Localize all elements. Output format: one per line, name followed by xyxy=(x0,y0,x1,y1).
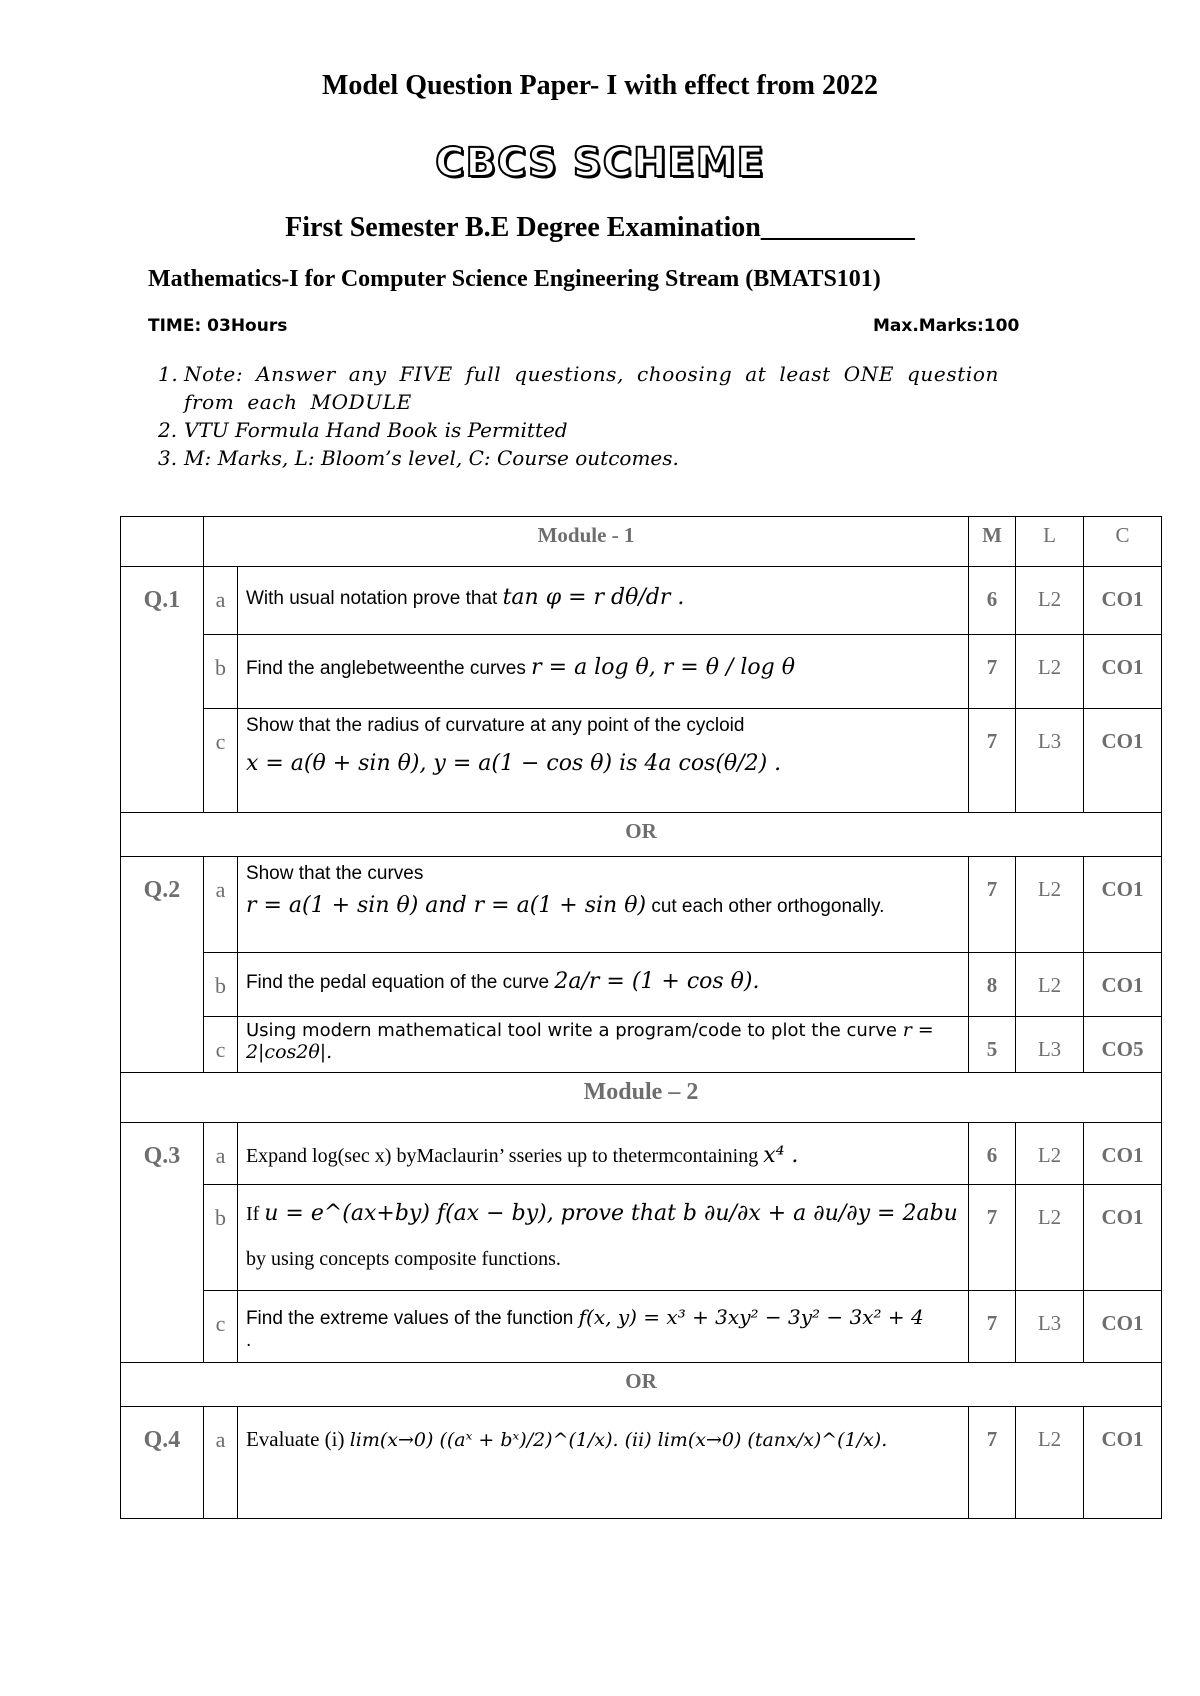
marks: 7 xyxy=(969,709,1016,813)
question-text: Evaluate (i) lim(x→0) ((aˣ + bˣ)/2)^(1/x). (ii) lim(x→0) (tanx/x)^(1/x). xyxy=(237,1407,968,1519)
question-number: Q.1 xyxy=(121,567,204,813)
blooms-level: L2 xyxy=(1016,953,1084,1017)
time-label: TIME: 03Hours xyxy=(148,316,288,336)
part-label: c xyxy=(203,1017,237,1073)
table-row xyxy=(121,1185,1162,1291)
table-row xyxy=(121,1017,1162,1073)
part-label: a xyxy=(203,1407,237,1519)
marks: 7 xyxy=(969,1407,1016,1519)
table-row xyxy=(121,857,1162,953)
blooms-level: L2 xyxy=(1016,567,1084,635)
question-text: Show that the curves r = a(1 + sin θ) and r = a(1 + sin θ) cut each other orthogonally. xyxy=(237,857,968,953)
course-outcome: CO1 xyxy=(1084,709,1162,813)
marks: 7 xyxy=(969,1291,1016,1363)
question-text: Find the extreme values of the function f(x, y) = x³ + 3xy² − 3y² − 3x² + 4 . xyxy=(237,1291,968,1363)
instructions xyxy=(158,360,1058,472)
course-outcome: CO5 xyxy=(1084,1017,1162,1073)
table-row xyxy=(121,1291,1162,1363)
blooms-level: L3 xyxy=(1016,1017,1084,1073)
module-2-row xyxy=(121,1073,1162,1123)
marks: 7 xyxy=(969,635,1016,709)
marks: 6 xyxy=(969,1123,1016,1185)
question-text: Using modern mathematical tool write a program/code to plot the curve r = 2|cos2θ|. xyxy=(237,1017,968,1073)
part-label: c xyxy=(203,1291,237,1363)
col-l-header: L xyxy=(1016,517,1084,567)
module-1-heading: Module - 1 xyxy=(203,517,968,567)
question-number: Q.3 xyxy=(121,1123,204,1363)
marks: 8 xyxy=(969,953,1016,1017)
header-row xyxy=(121,517,1162,567)
blooms-level: L2 xyxy=(1016,635,1084,709)
blooms-level: L2 xyxy=(1016,857,1084,953)
part-label: a xyxy=(203,1123,237,1185)
module-2-heading: Module – 2 xyxy=(121,1073,1162,1123)
course-outcome: CO1 xyxy=(1084,1185,1162,1291)
table-row xyxy=(121,635,1162,709)
part-label: c xyxy=(203,709,237,813)
question-text: Show that the radius of curvature at any point of the cycloid x = a(θ + sin θ), y = a(1 − cos θ) is 4a cos(θ/2) . xyxy=(237,709,968,813)
marks: 7 xyxy=(969,1185,1016,1291)
part-label: b xyxy=(203,635,237,709)
part-label: a xyxy=(203,857,237,953)
course-outcome: CO1 xyxy=(1084,857,1162,953)
max-marks-label: Max.Marks:100 xyxy=(873,316,1020,336)
blooms-level: L2 xyxy=(1016,1185,1084,1291)
blooms-level: L2 xyxy=(1016,1407,1084,1519)
table-row xyxy=(121,953,1162,1017)
question-text: If u = e^(ax+by) f(ax − by), prove that b ∂u/∂x + a ∂u/∂y = 2abu by using concepts composite functions. xyxy=(237,1185,968,1291)
question-table xyxy=(120,516,1162,1519)
table-row xyxy=(121,1407,1162,1519)
part-label: a xyxy=(203,567,237,635)
note-3: 3. M: Marks, L: Bloom’s level, C: Course outcomes. xyxy=(158,446,679,470)
course-outcome: CO1 xyxy=(1084,1407,1162,1519)
or-row: OR xyxy=(121,813,1162,857)
blooms-level: L2 xyxy=(1016,1123,1084,1185)
marks: 5 xyxy=(969,1017,1016,1073)
exam-title: First Semester B.E Degree Examination___________ xyxy=(285,212,915,243)
subject-title: Mathematics-I for Computer Science Engineering Stream (BMATS101) xyxy=(148,266,881,292)
col-m-header: M xyxy=(969,517,1016,567)
note-2: 2. VTU Formula Hand Book is Permitted xyxy=(158,418,568,442)
question-number: Q.2 xyxy=(121,857,204,1073)
question-number: Q.4 xyxy=(121,1407,204,1519)
paper-title: Model Question Paper- I with effect from 2022 xyxy=(322,70,878,101)
question-text: Find the anglebetweenthe curves r = a log θ, r = θ / log θ xyxy=(237,635,968,709)
part-label: b xyxy=(203,953,237,1017)
part-label: b xyxy=(203,1185,237,1291)
note-1: 1. Note: Answer any FIVE full questions, choosing at least ONE question from each MODULE xyxy=(158,362,999,414)
col-c-header: C xyxy=(1084,517,1162,567)
course-outcome: CO1 xyxy=(1084,635,1162,709)
course-outcome: CO1 xyxy=(1084,953,1162,1017)
or-row: OR xyxy=(121,1363,1162,1407)
scheme-logo: CBCS SCHEME xyxy=(435,140,765,186)
table-row xyxy=(121,567,1162,635)
table-row xyxy=(121,709,1162,813)
question-text: Expand log(sec x) byMaclaurin’ sseries up to thetermcontaining x⁴ . xyxy=(237,1123,968,1185)
marks: 6 xyxy=(969,567,1016,635)
question-text: With usual notation prove that tan φ = r dθ/dr . xyxy=(237,567,968,635)
course-outcome: CO1 xyxy=(1084,1291,1162,1363)
course-outcome: CO1 xyxy=(1084,1123,1162,1185)
course-outcome: CO1 xyxy=(1084,567,1162,635)
question-text: Find the pedal equation of the curve 2a/r = (1 + cos θ). xyxy=(237,953,968,1017)
blooms-level: L3 xyxy=(1016,709,1084,813)
marks: 7 xyxy=(969,857,1016,953)
blooms-level: L3 xyxy=(1016,1291,1084,1363)
table-row xyxy=(121,1123,1162,1185)
